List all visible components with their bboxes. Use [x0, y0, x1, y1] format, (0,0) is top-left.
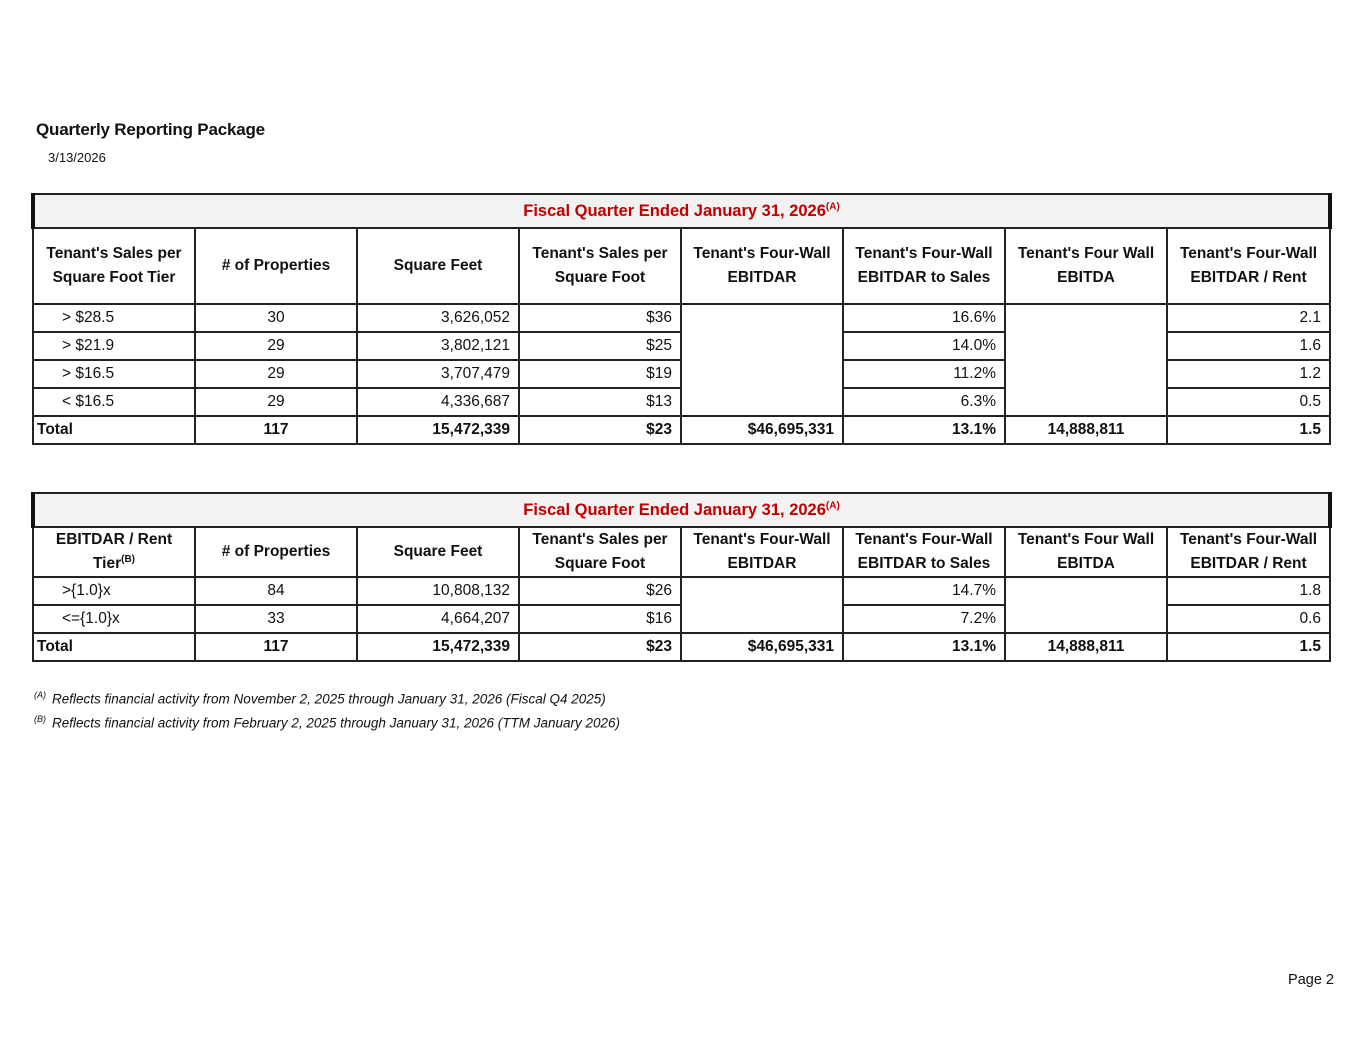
- cell-ebitdar-rent: 1.8: [1167, 577, 1330, 605]
- cell-sqft: 4,336,687: [357, 388, 519, 416]
- cell-total-sales-psf: $23: [519, 416, 681, 444]
- cell-sales-psf: $25: [519, 332, 681, 360]
- cell-ebitdar-rent: 1.6: [1167, 332, 1330, 360]
- cell-total-sqft: 15,472,339: [357, 416, 519, 444]
- footnote-marker: (A): [825, 500, 840, 512]
- col-header-ebitdar-sales: Tenant's Four-Wall EBITDAR to Sales: [843, 527, 1005, 577]
- col-header-sqft: Square Feet: [357, 228, 519, 304]
- cell-sqft: 4,664,207: [357, 605, 519, 633]
- cell-ebitdar-merged: [681, 304, 843, 416]
- cell-ebitdar-rent: 2.1: [1167, 304, 1330, 332]
- table-band-title: Fiscal Quarter Ended January 31, $2026^{(A)}$: [33, 493, 1330, 527]
- cell-properties: 33: [195, 605, 357, 633]
- cell-ebitdar-merged: [681, 577, 843, 633]
- col-header-tier: EBITDAR / Rent Tier$^{(B)}$: [33, 527, 195, 577]
- table-header-row: [33, 527, 1330, 577]
- report-date: 3/13/2026: [48, 150, 106, 165]
- cell-ebitdar-sales: 7.2%: [843, 605, 1005, 633]
- cell-total-ebitda: 14,888,811: [1005, 633, 1167, 661]
- col-header-properties: # of Properties: [195, 228, 357, 304]
- cell-ebitda-merged: [1005, 577, 1167, 633]
- cell-tier: < $16.5: [33, 388, 195, 416]
- cell-total-label: Total: [33, 416, 195, 444]
- cell-total-label: Total: [33, 633, 195, 661]
- cell-total-ebitdar-sales: 13.1%: [843, 416, 1005, 444]
- document-title: Quarterly Reporting Package: [36, 120, 265, 139]
- cell-properties: 29: [195, 360, 357, 388]
- col-header-ebitdar: Tenant's Four-Wall EBITDAR: [681, 527, 843, 577]
- table-row: [33, 577, 1330, 605]
- cell-total-ebitdar-sales: 13.1%: [843, 633, 1005, 661]
- cell-sqft: 3,707,479: [357, 360, 519, 388]
- cell-total-ebitdar-rent: 1.5: [1167, 416, 1330, 444]
- table-row: [33, 304, 1330, 332]
- cell-tier: >{1.0}x: [33, 577, 195, 605]
- cell-ebitdar-sales: 6.3%: [843, 388, 1005, 416]
- cell-total-sales-psf: $23: [519, 633, 681, 661]
- footnote-marker: (A): [34, 690, 46, 700]
- col-header-ebitdar-sales: Tenant's Four-Wall EBITDAR to Sales: [843, 228, 1005, 304]
- cell-sqft: 10,808,132: [357, 577, 519, 605]
- footnote-b: $^{(B)}$ Reflects financial activity from February 2, 2025 through January 31, 2026 (TTM January 2026): [34, 714, 621, 731]
- cell-sqft: 3,626,052: [357, 304, 519, 332]
- footnote-marker: (A): [825, 201, 840, 213]
- cell-tier: > $16.5: [33, 360, 195, 388]
- total-row: [33, 416, 1330, 444]
- cell-sqft: 3,802,121: [357, 332, 519, 360]
- col-header-ebitdar-rent: Tenant's Four-Wall EBITDAR / Rent: [1167, 527, 1330, 577]
- cell-sales-psf: $13: [519, 388, 681, 416]
- table-band-title: Fiscal Quarter Ended January 31, $2026^{(A)}$: [33, 194, 1330, 228]
- page-number: Page 2: [1288, 972, 1334, 988]
- cell-properties: 30: [195, 304, 357, 332]
- col-header-ebitda: Tenant's Four Wall EBITDA: [1005, 228, 1167, 304]
- ebitdar-rent-tier-table: [31, 492, 1332, 662]
- cell-properties: 29: [195, 388, 357, 416]
- col-header-ebitdar-rent: Tenant's Four-Wall EBITDAR / Rent: [1167, 228, 1330, 304]
- cell-tier: > $21.9: [33, 332, 195, 360]
- cell-sales-psf: $19: [519, 360, 681, 388]
- cell-total-sqft: 15,472,339: [357, 633, 519, 661]
- table-header-row: [33, 228, 1330, 304]
- cell-tier: > $28.5: [33, 304, 195, 332]
- cell-properties: 29: [195, 332, 357, 360]
- cell-sales-psf: $26: [519, 577, 681, 605]
- sales-psf-tier-table: [31, 193, 1332, 445]
- total-row: [33, 633, 1330, 661]
- cell-total-properties: 117: [195, 633, 357, 661]
- col-header-sales-psf: Tenant's Sales per Square Foot: [519, 228, 681, 304]
- cell-total-ebitdar: $46,695,331: [681, 416, 843, 444]
- col-header-sales-psf: Tenant's Sales per Square Foot: [519, 527, 681, 577]
- cell-total-ebitdar-rent: 1.5: [1167, 633, 1330, 661]
- cell-sales-psf: $36: [519, 304, 681, 332]
- col-header-ebitdar: Tenant's Four-Wall EBITDAR: [681, 228, 843, 304]
- cell-ebitdar-sales: 16.6%: [843, 304, 1005, 332]
- cell-ebitda-merged: [1005, 304, 1167, 416]
- cell-ebitdar-sales: 14.0%: [843, 332, 1005, 360]
- cell-ebitdar-rent: 0.5: [1167, 388, 1330, 416]
- cell-ebitdar-rent: 1.2: [1167, 360, 1330, 388]
- cell-properties: 84: [195, 577, 357, 605]
- cell-total-ebitdar: $46,695,331: [681, 633, 843, 661]
- col-header-ebitda: Tenant's Four Wall EBITDA: [1005, 527, 1167, 577]
- col-header-sqft: Square Feet: [357, 527, 519, 577]
- cell-tier: <={1.0}x: [33, 605, 195, 633]
- col-header-tier: Tenant's Sales per Square Foot Tier: [33, 228, 195, 304]
- footnote-marker: (B): [121, 553, 136, 565]
- cell-ebitdar-sales: 14.7%: [843, 577, 1005, 605]
- footnote-a: $^{(A)}$ Reflects financial activity from November 2, 2025 through January 31, 2026 (Fiscal Q4 2025): [34, 690, 606, 707]
- footnote-marker: (B): [34, 714, 46, 724]
- cell-total-properties: 117: [195, 416, 357, 444]
- cell-ebitdar-sales: 11.2%: [843, 360, 1005, 388]
- col-header-properties: # of Properties: [195, 527, 357, 577]
- cell-sales-psf: $16: [519, 605, 681, 633]
- cell-total-ebitda: 14,888,811: [1005, 416, 1167, 444]
- cell-ebitdar-rent: 0.6: [1167, 605, 1330, 633]
